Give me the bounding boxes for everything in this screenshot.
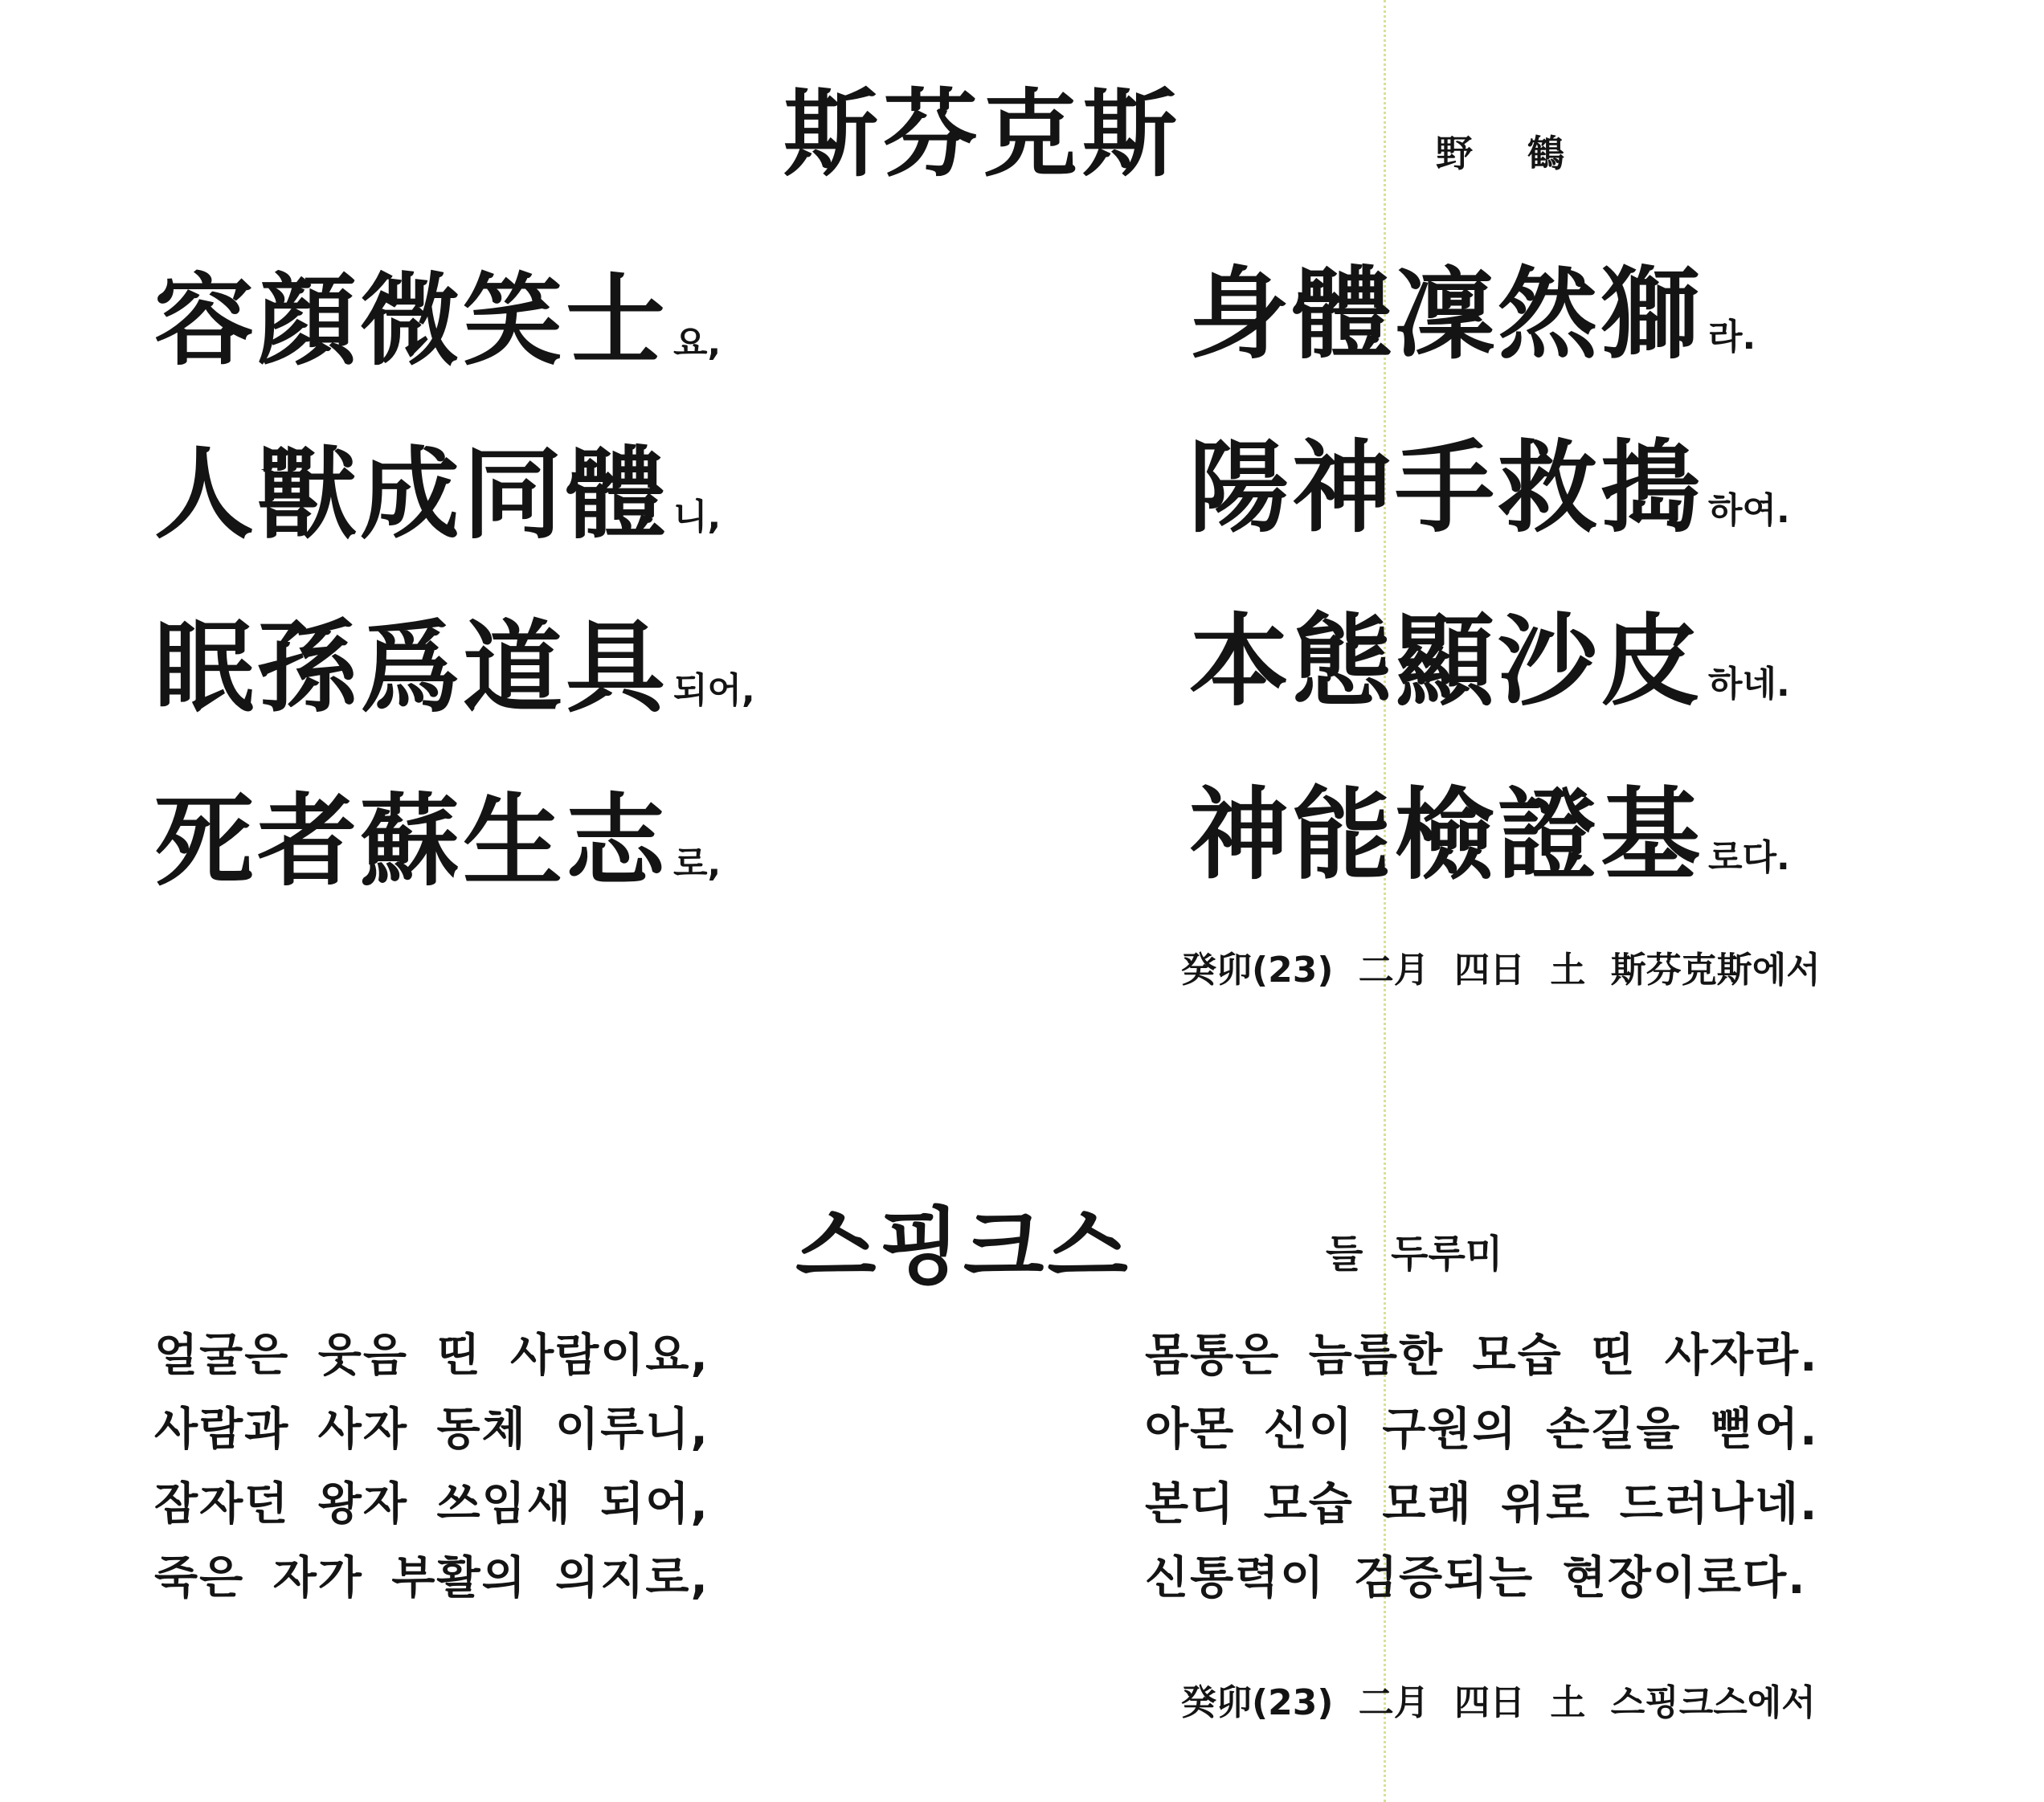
korean-left-line-3: 잠자던 왕자 쓰임새 되어,: [154, 1478, 709, 1530]
hanja-left-line-1: [154, 264, 722, 379]
korean-poem-title: 스핑크스: [795, 1198, 1131, 1296]
korean-right-line-4: 신통력이 검증되는 현장이로다.: [1145, 1552, 1807, 1604]
korean-right-line-3: 본디 모습 모래 위로 드러나네.: [1145, 1478, 1819, 1530]
hanja-right-line-1: [1189, 257, 1756, 373]
hanja-right-line-4-main: 神能檢證基: [1189, 778, 1704, 893]
korean-date-line: 癸卯(23) 二月 四日 土 스핑크스에서: [1181, 1682, 1816, 1723]
korean-right-line-2: 아몬 신이 구원의 손길을 뻗어.: [1145, 1404, 1819, 1456]
hanja-right-line-3: [1189, 604, 1790, 720]
hanja-left-line-2-main: 人獸成同體: [154, 437, 669, 553]
hanja-left-line-4-suffix: 로,: [673, 844, 722, 885]
hanja-left-line-2: [154, 437, 722, 553]
hanja-right-line-1-main: 身體凜然獅: [1189, 257, 1704, 373]
korean-left-line-4: 죽은 자가 부활의 의지로,: [154, 1552, 709, 1604]
hanja-left-line-2-suffix: 니,: [673, 496, 722, 537]
korean-poem-author: 들 두루미: [1326, 1232, 1503, 1277]
hanja-poem-title: 斯芬克斯: [783, 79, 1183, 190]
hanja-left-line-3-main: 眠孫爲道具: [154, 611, 669, 726]
hanja-left-line-4: [154, 784, 722, 900]
hanja-poem-author: 野鶴: [1436, 132, 1619, 175]
hanja-right-line-3-main: 本態顯沙皮: [1189, 604, 1704, 720]
hanja-right-line-2-suffix: 하여.: [1708, 490, 1790, 531]
hanja-right-line-4-suffix: 로다.: [1708, 837, 1790, 878]
hanja-right-line-3-suffix: 하네.: [1708, 664, 1790, 705]
korean-right-line-1: 몸통은 늠름한 모습 띤 사자라.: [1145, 1330, 1819, 1382]
hanja-left-line-3: [154, 611, 755, 726]
hanja-right-line-1-suffix: 라.: [1708, 317, 1756, 358]
hanja-left-line-1-main: 容顔微笑士: [154, 264, 669, 379]
hanja-date-line: 癸卯(23) 二月 四日 土 斯芬克斯에서: [1181, 950, 1821, 991]
korean-left-line-2: 사람과 사자 동체 이루니,: [154, 1404, 709, 1456]
korean-left-line-1: 얼굴은 웃음 띤 사람이요,: [154, 1330, 709, 1382]
hanja-right-line-2-main: 陽神手救搗: [1189, 431, 1704, 546]
hanja-left-line-3-suffix: 되어,: [673, 670, 755, 711]
hanja-right-line-2: [1189, 431, 1790, 546]
hanja-left-line-4-main: 死者蘇生志: [154, 784, 669, 900]
hanja-right-line-4: [1189, 778, 1790, 893]
hanja-left-line-1-suffix: 요,: [673, 323, 722, 364]
